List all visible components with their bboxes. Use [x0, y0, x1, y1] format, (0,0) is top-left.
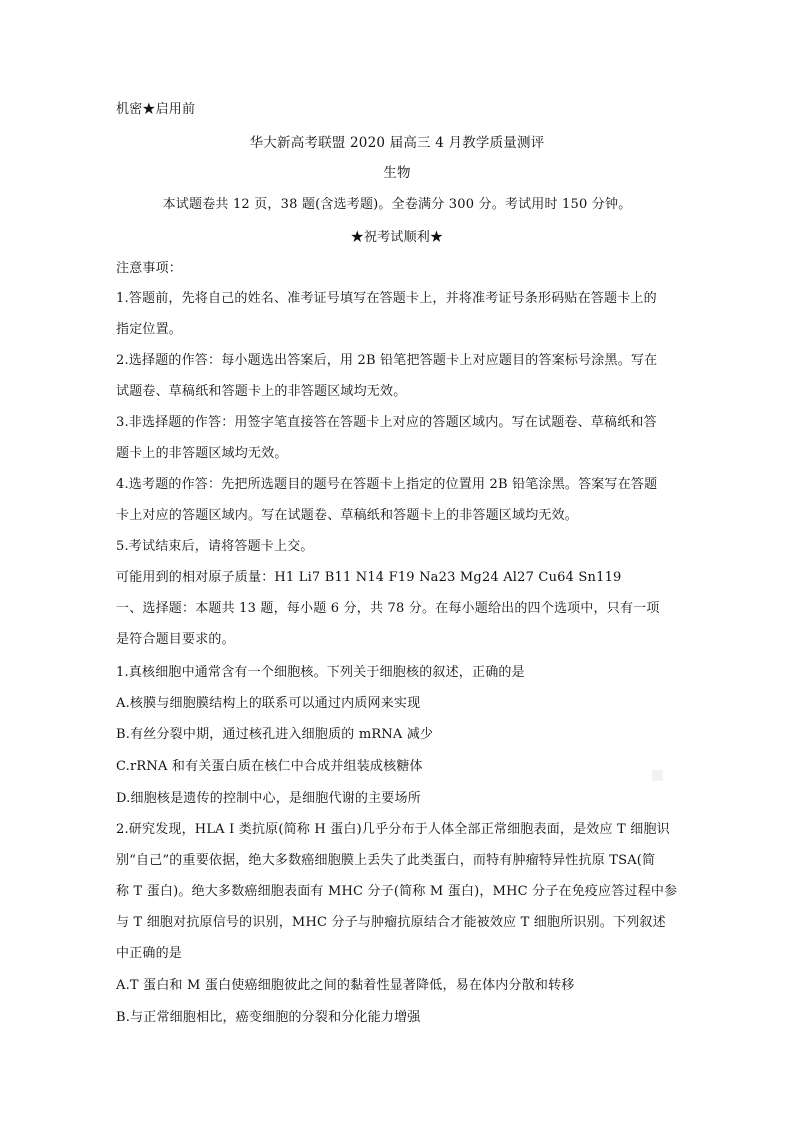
exam-title: 华大新高考联盟 2020 届高三 4 月教学质量测评 [249, 135, 545, 151]
question-1-option-d: D.细胞核是遗传的控制中心，是细胞代谢的主要场所 [116, 791, 421, 806]
question-1-option-b: B.有丝分裂中期，通过核孔进入细胞质的 mRNA 减少 [116, 727, 434, 742]
question-2-stem-line: 称 T 蛋白)。绝大多数癌细胞表面有 MHC 分子(简称 M 蛋白)，MHC 分子在免疫应答过程中参 [116, 884, 678, 899]
note-line: 3.非选择题的作答：用签字笔直接答在答题卡上对应的答题区域内。写在试题卷、草稿纸和答 [116, 415, 657, 430]
question-1-option-c: C.rRNA 和有关蛋白质在核仁中合成并组装成核糖体 [116, 759, 423, 774]
exam-info: 本试题卷共 12 页，38 题(含选考题)。全卷满分 300 分。考试用时 150 分钟。 [162, 197, 632, 212]
question-2-option-a: A.T 蛋白和 M 蛋白使癌细胞彼此之间的黏着性显著降低，易在体内分散和转移 [116, 978, 575, 993]
subject-title: 生物 [383, 165, 411, 181]
atomic-mass-line: 可能用到的相对原子质量：H1 Li7 B11 N14 F19 Na23 Mg24 Al27 Cu64 Sn119 [116, 570, 622, 585]
notes-heading: 注意事项： [116, 261, 183, 276]
note-line: 题卡上的非答题区域均无效。 [116, 446, 288, 461]
question-1-stem: 1.真核细胞中通常含有一个细胞核。下列关于细胞核的叙述，正确的是 [116, 665, 525, 680]
question-1-option-a: A.核膜与细胞膜结构上的联系可以通过内质网来实现 [116, 696, 421, 711]
question-2-option-b: B.与正常细胞相比，癌变细胞的分裂和分化能力增强 [116, 1010, 421, 1025]
note-line: 卡上对应的答题区域内。写在试题卷、草稿纸和答题卡上的非答题区域均无效。 [116, 508, 579, 523]
question-2-stem-line: 2.研究发现，HLA I 类抗原(简称 H 蛋白)几乎分布于人体全部正常细胞表面，是效应 T 细胞识 [116, 822, 670, 837]
note-line: 2.选择题的作答：每小题选出答案后，用 2B 铅笔把答题卡上对应题目的答案标号涂黑。写在 [116, 353, 658, 368]
note-line: 4.选考题的作答：先把所选题目的题号在答题卡上指定的位置用 2B 铅笔涂黑。答案写在答题 [116, 477, 658, 492]
secret-label: 机密★启用前 [116, 102, 196, 117]
section-heading: 一、选择题：本题共 13 题，每小题 6 分，共 78 分。在每小题给出的四个选项中，只有一项 [116, 601, 660, 616]
question-2-stem-line: 与 T 细胞对抗原信号的识别，MHC 分子与肿瘤抗原结合才能被效应 T 细胞所识别。下列叙述 [116, 915, 666, 930]
blessing: ★祝考试顺利★ [350, 230, 444, 245]
note-line: 5.考试结束后，请将答题卡上交。 [116, 539, 314, 554]
question-2-stem-line: 别“自己”的重要依据，绝大多数癌细胞膜上丢失了此类蛋白，而特有肿瘤特异性抗原 TSA(简 [116, 853, 656, 868]
section-heading-cont: 是符合题目要求的。 [116, 632, 235, 647]
question-2-stem-line: 中正确的是 [116, 946, 183, 961]
note-line: 1.答题前，先将自己的姓名、准考证号填写在答题卡上，并将准考证号条形码贴在答题卡上的 [116, 291, 657, 306]
note-line: 试题卷、草稿纸和答题卡上的非答题区域均无效。 [116, 384, 407, 399]
watermark: ▪ [650, 762, 665, 787]
note-line: 指定位置。 [116, 322, 183, 337]
